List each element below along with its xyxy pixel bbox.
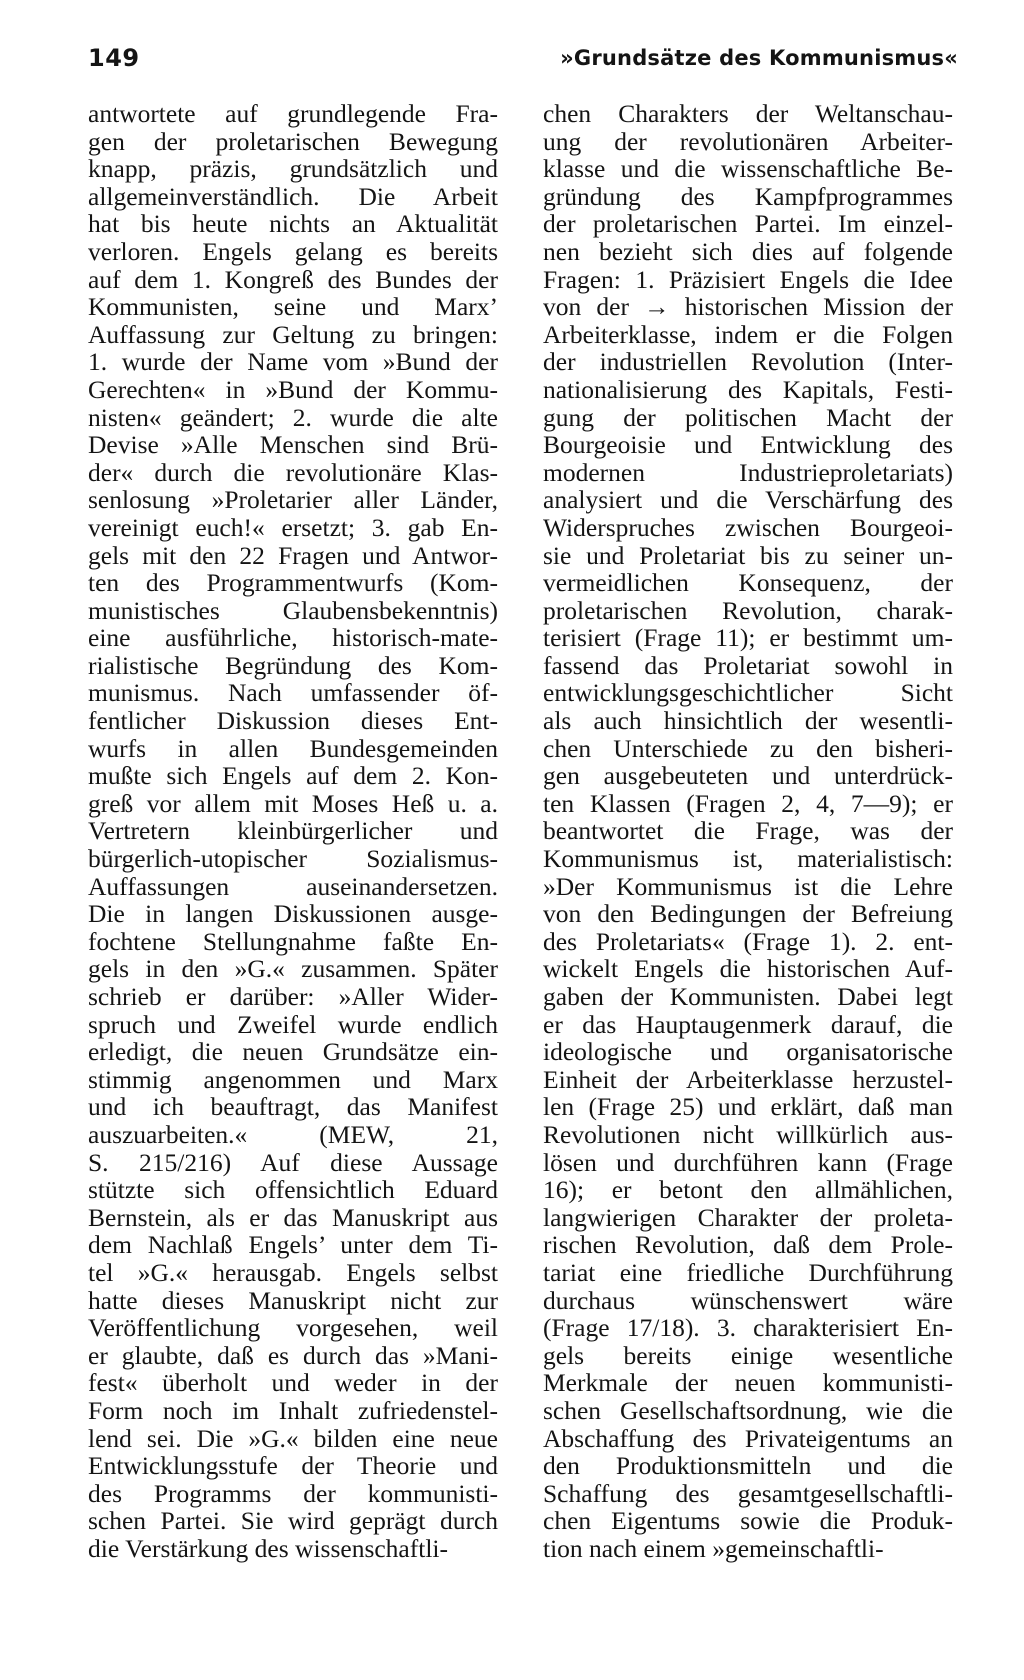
text-line: Kommunisten, seine und Marx’ (88, 292, 498, 322)
text-line: dem Nachlaß Engels’ unter dem Ti- (88, 1230, 498, 1260)
text-line: terisiert (Frage 11); er bestimmt um- (543, 623, 953, 653)
text-line: gels mit den 22 Fragen und Antwor- (88, 540, 498, 570)
text-line: ideologische und organisatorische (543, 1037, 953, 1067)
text-line: Form noch im Inhalt zufriedenstel- (88, 1395, 498, 1425)
text-line: des Programms der kommunisti- (88, 1478, 498, 1508)
page-number: 149 (88, 44, 140, 72)
text-line: vereinigt euch!« ersetzt; 3. gab En- (88, 512, 498, 542)
text-line: Veröffentlichung vorgesehen, weil (88, 1313, 498, 1343)
text-line: ten Klassen (Fragen 2, 4, 7—9); er (543, 788, 953, 818)
text-line: greß vor allem mit Moses Heß u. a. (88, 788, 498, 818)
text-line: fochtene Stellungnahme faßte En- (88, 926, 498, 956)
text-line: als auch hinsichtlich der wesentli- (543, 706, 953, 736)
text-line: Fragen: 1. Präzisiert Engels die Idee (543, 264, 953, 294)
text-line: Auffassung zur Geltung zu bringen: (88, 319, 498, 349)
text-line: Vertretern kleinbürgerlicher und (88, 816, 498, 846)
text-line: wickelt Engels die historischen Auf- (543, 954, 953, 984)
text-line: gen der proletarischen Bewegung (88, 126, 498, 156)
text-line: der« durch die revolutionäre Klas- (88, 457, 498, 487)
text-line: und ich beauftragt, das Manifest (88, 1092, 498, 1122)
text-line: Revolutionen nicht willkürlich aus- (543, 1119, 953, 1149)
text-line: gen ausgebeuteten und unterdrück- (543, 761, 953, 791)
text-line: beantwortet die Frage, was der (543, 816, 953, 846)
text-line: stützte sich offensichtlich Eduard (88, 1175, 498, 1205)
text-line: proletarischen Revolution, charak- (543, 595, 953, 625)
text-line: Schaffung des gesamtgesellschaftli- (543, 1478, 953, 1508)
text-line: der proletarischen Partei. Im einzel- (543, 209, 953, 239)
text-line: antwortete auf grundlegende Fra- (88, 99, 498, 128)
text-line: langwierigen Charakter der proleta- (543, 1202, 953, 1232)
text-line: Merkmale der neuen kommunisti- (543, 1368, 953, 1398)
text-line: gels in den »G.« zusammen. Später (88, 954, 498, 984)
text-line: tariat eine friedliche Durchführung (543, 1257, 953, 1287)
text-line: lösen und durchführen kann (Frage (543, 1147, 953, 1177)
text-line: nen bezieht sich dies auf folgende (543, 236, 953, 266)
text-line: auf dem 1. Kongreß des Bundes der (88, 264, 498, 294)
text-line: entwicklungsgeschichtlicher Sicht (543, 678, 953, 708)
text-line: die Verstärkung des wissenschaftli- (88, 1533, 448, 1563)
text-line: nisten« geändert; 2. wurde die alte (88, 402, 498, 432)
text-line: Devise »Alle Menschen sind Brü- (88, 430, 498, 460)
text-line: 16); er betont den allmählichen, (543, 1175, 953, 1205)
text-line: modernen Industrieproletariats) (543, 457, 953, 487)
text-line: gaben der Kommunisten. Dabei legt (543, 982, 953, 1011)
text-line: wurfs in allen Bundesgemeinden (88, 733, 498, 763)
text-line: ung der revolutionären Arbeiter- (543, 126, 953, 156)
text-line: senlosung »Proletarier aller Länder, (88, 485, 498, 515)
text-line: hat bis heute nichts an Aktualität (88, 209, 498, 239)
text-line: chen Charakters der Weltanschau- (543, 99, 953, 128)
text-line: hatte dieses Manuskript nicht zur (88, 1285, 498, 1315)
text-line: rischen Revolution, daß dem Prole- (543, 1230, 953, 1260)
text-line: von den Bedingungen der Befreiung (543, 899, 953, 929)
text-line: 1. wurde der Name vom »Bund der (88, 347, 498, 377)
text-line: Entwicklungsstufe der Theorie und (88, 1451, 498, 1481)
text-line: er glaubte, daß es durch das »Mani- (88, 1340, 498, 1370)
text-line: Gerechten« in »Bund der Kommu- (88, 374, 498, 404)
text-line: fentlicher Diskussion dieses Ent- (88, 706, 498, 736)
text-line: nationalisierung des Kapitals, Festi- (543, 374, 953, 404)
text-line: fassend das Proletariat sowohl in (543, 650, 953, 680)
text-line: Bourgeoisie und Entwicklung des (543, 430, 953, 460)
text-line: munismus. Nach umfassender öf- (88, 678, 498, 708)
text-line: gung der politischen Macht der (543, 402, 953, 432)
text-line: fest« überholt und weder in der (88, 1368, 498, 1398)
text-line: allgemeinverständlich. Die Arbeit (88, 181, 498, 211)
text-line: des Proletariats« (Frage 1). 2. ent- (543, 926, 953, 956)
text-line: rialistische Begründung des Kom- (88, 650, 498, 680)
text-line: durchaus wünschenswert wäre (543, 1285, 953, 1315)
text-line: ten des Programmentwurfs (Kom- (88, 568, 498, 598)
text-line: tel »G.« herausgab. Engels selbst (88, 1257, 498, 1287)
text-line: sie und Proletariat bis zu seiner un- (543, 540, 953, 570)
text-line: Abschaffung des Privateigentums an (543, 1423, 953, 1453)
text-line: Die in langen Diskussionen ausge- (88, 899, 498, 929)
text-line: eine ausführliche, historisch-mate- (88, 623, 498, 653)
text-line: verloren. Engels gelang es bereits (88, 236, 498, 266)
text-line: Einheit der Arbeiterklasse herzustel- (543, 1064, 953, 1094)
text-line: analysiert und die Verschärfung des (543, 485, 953, 515)
text-line: Arbeiterklasse, indem er die Folgen (543, 319, 953, 349)
text-line: Widerspruches zwischen Bourgeoi- (543, 512, 953, 542)
text-line: spruch und Zweifel wurde endlich (88, 1009, 498, 1039)
text-line: bürgerlich-utopischer Sozialismus- (88, 844, 498, 874)
text-line: len (Frage 25) und erklärt, daß man (543, 1092, 953, 1122)
text-line: (Frage 17/18). 3. charakterisiert En- (543, 1313, 953, 1343)
text-line: chen Unterschiede zu den bisheri- (543, 733, 953, 763)
text-line: Kommunismus ist, materialistisch: (543, 844, 953, 874)
text-line: gels bereits einige wesentliche (543, 1340, 953, 1370)
text-line: er das Hauptaugenmerk darauf, die (543, 1009, 953, 1039)
text-line: knapp, präzis, grundsätzlich und (88, 154, 498, 184)
text-line: chen Eigentums sowie die Produk- (543, 1506, 953, 1536)
text-line: stimmig angenommen und Marx (88, 1064, 498, 1094)
text-line: der industriellen Revolution (Inter- (543, 347, 953, 377)
text-line: auszuarbeiten.« (MEW, 21, (88, 1119, 498, 1149)
right-text-column (543, 100, 953, 1562)
text-line: schen Partei. Sie wird geprägt durch (88, 1506, 498, 1536)
text-line: mußte sich Engels auf dem 2. Kon- (88, 761, 498, 791)
text-line: von der → historischen Mission der (543, 292, 953, 322)
text-line: S. 215/216) Auf diese Aussage (88, 1147, 498, 1177)
text-line: munistisches Glaubensbekenntnis) (88, 595, 498, 625)
text-line: vermeidlichen Konsequenz, der (543, 568, 953, 598)
text-line: Auffassungen auseinandersetzen. (88, 871, 498, 901)
running-head: »Grundsätze des Kommunismus« (560, 46, 958, 70)
text-line: lend sei. Die »G.« bilden eine neue (88, 1423, 498, 1453)
text-line: tion nach einem »gemeinschaftli- (543, 1533, 884, 1563)
text-line: schrieb er darüber: »Aller Wider- (88, 982, 498, 1011)
left-text-column (88, 100, 498, 1562)
text-line: gründung des Kampfprogrammes (543, 181, 953, 211)
text-line: »Der Kommunismus ist die Lehre (543, 871, 953, 901)
text-line: den Produktionsmitteln und die (543, 1451, 953, 1481)
text-line: klasse und die wissenschaftliche Be- (543, 154, 953, 184)
text-line: Bernstein, als er das Manuskript aus (88, 1202, 498, 1232)
text-line: erledigt, die neuen Grundsätze ein- (88, 1037, 498, 1067)
text-line: schen Gesellschaftsordnung, wie die (543, 1395, 953, 1425)
